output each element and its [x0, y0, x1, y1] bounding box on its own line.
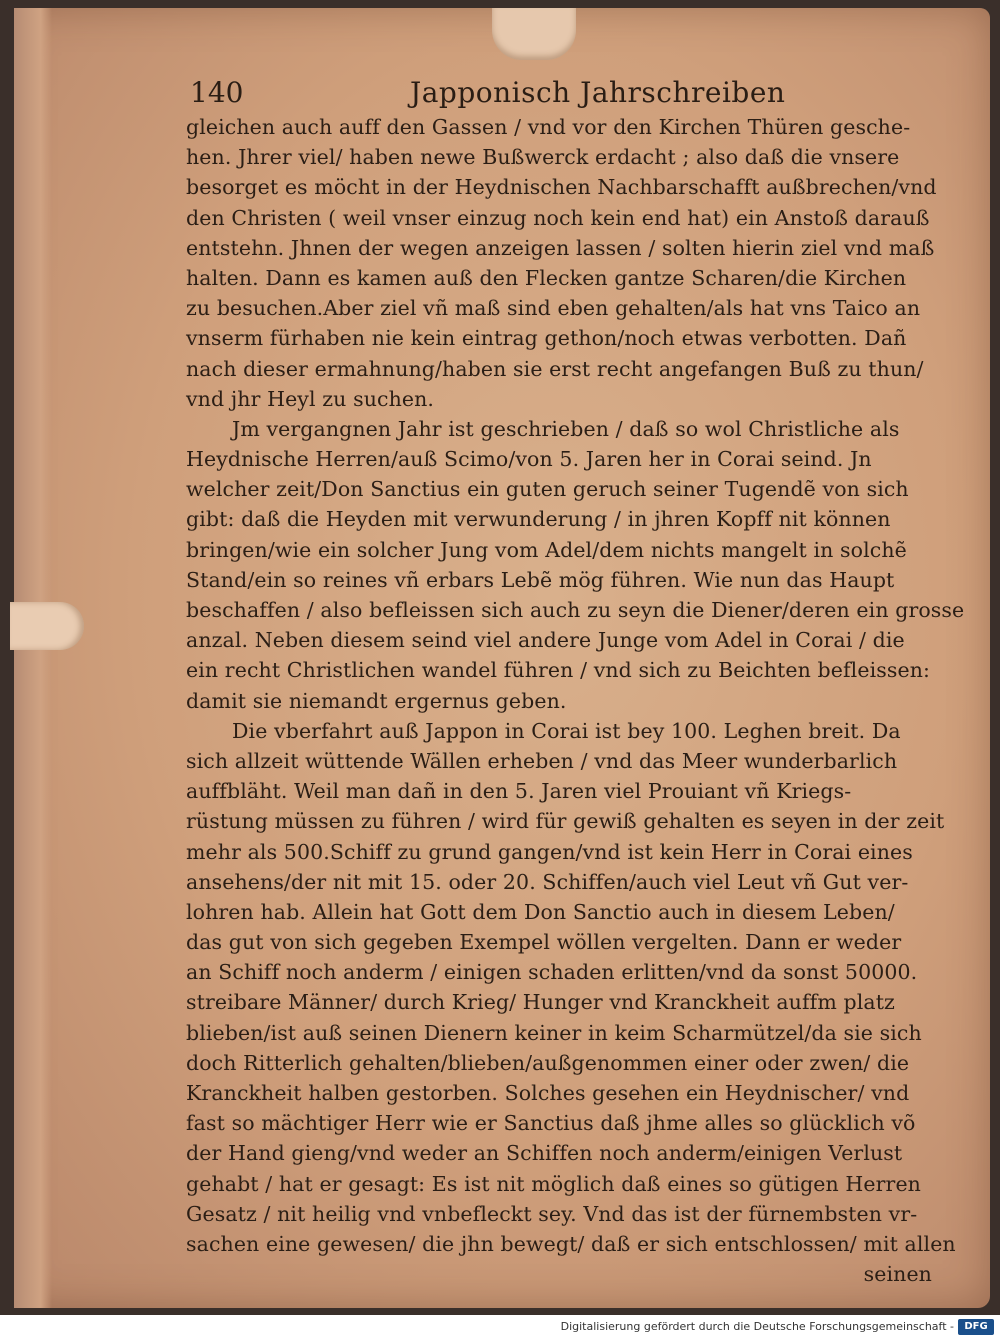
- text-line: fast so mächtiger Herr wie er Sanctius daß jhme alles so glücklich võ: [186, 1111, 916, 1136]
- footer-bar: [0, 1315, 1000, 1341]
- text-line: besorget es möcht in der Heydnischen Nachbarschafft außbrechen/vnd: [186, 175, 937, 200]
- funding-credit: Digitalisierung gefördert durch die Deutsche Forschungsgemeinschaft -: [560, 1320, 954, 1333]
- text-line: Heydnische Herren/auß Scimo/von 5. Jaren her in Corai seind. Jn: [186, 447, 872, 472]
- text-line: an Schiff noch anderm / einigen schaden erlitten/vnd da sonst 50000.: [186, 960, 918, 985]
- text-line: halten. Dann es kamen auß den Flecken gantze Scharen/die Kirchen: [186, 265, 907, 290]
- text-line: lohren hab. Allein hat Gott dem Don Sanctio auch in diesem Leben/: [186, 899, 895, 924]
- text-line: welcher zeit/Don Sanctius ein guten geruch seiner Tugendẽ von sich: [186, 477, 909, 502]
- text-line: damit sie niemandt ergernus geben.: [186, 688, 567, 713]
- text-line: nach dieser ermahnung/haben sie erst recht angefangen Buß zu thun/: [186, 356, 924, 381]
- page-header: [190, 76, 930, 112]
- text-line: anzal. Neben diesem seind viel andere Junge vom Adel in Corai / die: [186, 628, 905, 653]
- text-line: Stand/ein so reines vñ erbars Lebẽ mög führen. Wie nun das Haupt: [186, 567, 895, 592]
- text-line: sich allzeit wüttende Wällen erheben / vnd das Meer wunderbarlich: [186, 748, 898, 773]
- page-gutter: [14, 8, 52, 1308]
- paragraph-start-line: Jm vergangnen Jahr ist geschrieben / daß so wol Christliche als: [232, 416, 900, 441]
- paragraph-start-line: Die vberfahrt auß Jappon in Corai ist bey 100. Leghen breit. Da: [232, 718, 901, 743]
- text-line: gleichen auch auff den Gassen / vnd vor den Kirchen Thüren gesche-: [186, 115, 911, 139]
- text-line: blieben/ist auß seinen Dienern keiner in keim Scharmützel/da sie sich: [186, 1020, 922, 1045]
- text-line: bringen/wie ein solcher Jung vom Adel/dem nichts mangelt in solchẽ: [186, 537, 907, 562]
- left-page-clip: [10, 602, 84, 650]
- text-line: entstehn. Jhnen der wegen anzeigen lassen / solten hierin ziel vnd maß: [186, 235, 935, 260]
- top-page-clip: [492, 8, 576, 60]
- text-line: das gut von sich gegeben Exempel wöllen vergelten. Dann er weder: [186, 930, 902, 955]
- text-line: vnserm fürhaben nie kein eintrag gethon/noch etwas verbotten. Dañ: [186, 326, 907, 351]
- text-line: ein recht Christlichen wandel führen / vnd sich zu Beichten befleissen:: [186, 658, 931, 683]
- text-line: doch Ritterlich gehalten/blieben/außgenommen einer oder zwen/ die: [186, 1050, 910, 1075]
- dfg-logo: DFG: [958, 1319, 994, 1335]
- page-number: 140: [190, 76, 244, 109]
- running-title: Japponisch Jahrschreiben: [410, 76, 786, 109]
- text-line: streibare Männer/ durch Krieg/ Hunger vnd Kranckheit auffm platz: [186, 990, 895, 1015]
- text-line: ansehens/der nit mit 15. oder 20. Schiffen/auch viel Leut vñ Gut ver-: [186, 869, 909, 894]
- text-line: sachen eine gewesen/ die jhn bewegt/ daß er sich entschlossen/ mit allen: [186, 1231, 956, 1256]
- text-line: gehabt / hat er gesagt: Es ist nit möglich daß eines so gütigen Herren: [186, 1171, 921, 1196]
- text-line: zu besuchen.Aber ziel vñ maß sind eben gehalten/als hat vns Taico an: [186, 296, 921, 321]
- text-line: mehr als 500.Schiff zu grund gangen/vnd ist kein Herr in Corai eines: [186, 839, 913, 864]
- text-line: gibt: daß die Heyden mit verwunderung / in jhren Kopff nit können: [186, 507, 891, 532]
- text-line: auffbläht. Weil man dañ in den 5. Jaren viel Prouiant vñ Kriegs-: [186, 779, 852, 804]
- catchword: seinen: [863, 1262, 932, 1287]
- text-line: rüstung müssen zu führen / wird für gewiß gehalten es seyen in der zeit: [186, 809, 945, 834]
- body-text: [186, 112, 965, 1289]
- text-line: Kranckheit halben gestorben. Solches gesehen ein Heydnischer/ vnd: [186, 1081, 910, 1105]
- text-line: der Hand gieng/vnd weder an Schiffen noch anderm/einigen Verlust: [186, 1141, 903, 1166]
- text-line: beschaffen / also befleissen sich auch zu seyn die Diener/deren ein grosse: [186, 598, 965, 622]
- text-line: den Christen ( weil vnser einzug noch kein end hat) ein Anstoß darauß: [186, 205, 930, 230]
- text-line: Gesatz / nit heilig vnd vnbefleckt sey. Vnd das ist der fürnembsten vr-: [186, 1201, 918, 1226]
- text-line: hen. Jhrer viel/ haben newe Bußwerck erdacht ; also daß die vnsere: [186, 145, 900, 170]
- text-line: vnd jhr Heyl zu suchen.: [186, 386, 435, 411]
